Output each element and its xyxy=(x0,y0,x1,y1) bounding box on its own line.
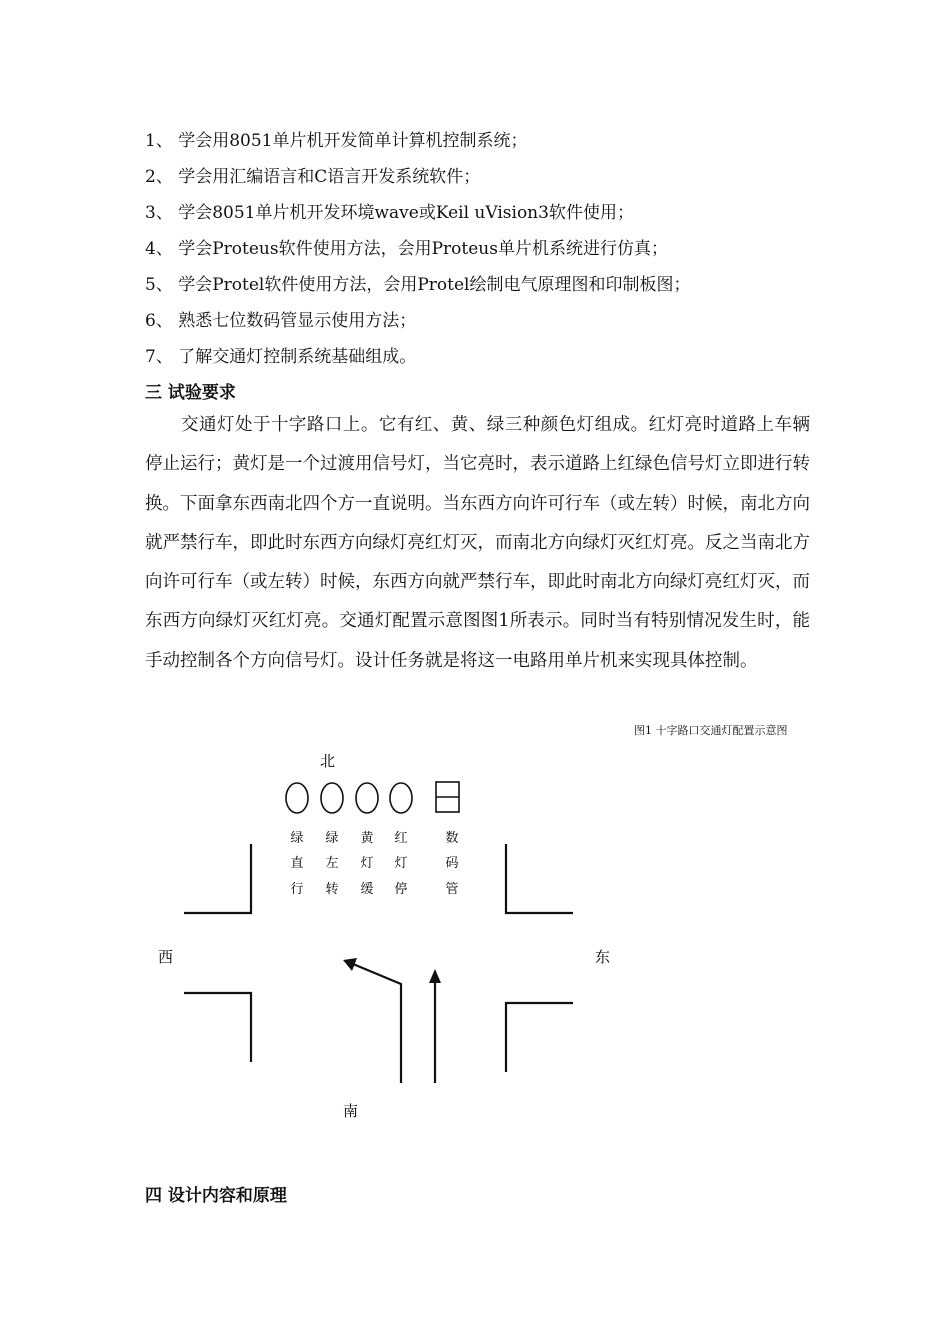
road-corner-northeast xyxy=(506,844,573,913)
road-corner-southwest xyxy=(184,993,251,1062)
green-left-light-icon xyxy=(321,783,343,813)
display-label-char3: 管 xyxy=(445,882,459,897)
light-label-3-char1: 黄 xyxy=(360,831,374,846)
left-turn-arrow-icon xyxy=(343,958,401,1083)
objective-item-7: 7、 了解交通灯控制系统基础组成。 xyxy=(145,347,417,367)
objective-item-5: 5、 学会Protel软件使用方法，会用Protel绘制电气原理图和印制板图； xyxy=(145,275,691,295)
display-label-char2: 码 xyxy=(445,856,459,871)
road-corner-southeast xyxy=(506,1003,573,1072)
light-label-1-char2: 直 xyxy=(290,856,304,871)
north-label: 北 xyxy=(320,752,336,770)
green-straight-light-icon xyxy=(286,783,308,813)
light-label-4-char3: 停 xyxy=(394,882,408,897)
light-label-2-char1: 绿 xyxy=(325,831,339,846)
objective-item-2: 2、 学会用汇编语言和C语言开发系统软件； xyxy=(145,167,481,187)
road-corner-northwest xyxy=(184,844,251,913)
light-label-4-char2: 灯 xyxy=(394,856,408,871)
light-label-2-char2: 左 xyxy=(325,856,339,871)
west-label: 西 xyxy=(158,948,174,966)
light-label-3-char3: 缓 xyxy=(360,882,374,897)
objective-item-3: 3、 学会8051单片机开发环境wave或Keil uVision3软件使用； xyxy=(145,203,634,223)
section3-heading: 三 试验要求 xyxy=(145,383,236,403)
light-label-1-char3: 行 xyxy=(290,882,304,897)
yellow-light-icon xyxy=(356,783,378,813)
red-light-icon xyxy=(390,783,412,813)
objective-item-1: 1、 学会用8051单片机开发简单计算机控制系统； xyxy=(145,131,528,151)
figure-caption: 图1 十字路口交通灯配置示意图 xyxy=(634,724,788,737)
intersection-diagram xyxy=(0,740,950,1140)
straight-arrow-icon xyxy=(429,969,441,1083)
display-label-char1: 数 xyxy=(445,831,459,846)
east-label: 东 xyxy=(595,948,611,966)
light-label-1-char1: 绿 xyxy=(290,831,304,846)
light-label-2-char3: 转 xyxy=(325,882,339,897)
section3-paragraph: 交通灯处于十字路口上。它有红、黄、绿三种颜色灯组成。红灯亮时道路上车辆停止运行；黄灯是一个过渡用信号灯，当它亮时，表示道路上红绿色信号灯立即进行转换。下面拿东西南北四个方一直说明。当东西方向许可行车（或左转）时候，南北方向就严禁行车，即此时东西方向绿灯亮红灯灭，而南北方向绿灯灭红灯亮。反之当南北方向许可行车（或左转）时候，东西方向就严禁行车，即此时南北方向绿灯亮红灯灭，而东西方向绿灯灭红灯亮。交通灯配置示意图图1所表示。同时当有特别情况发生时，能手动控制各个方向信号灯。设计任务就是将这一电路用单片机来实现具体控制。 xyxy=(145,415,810,671)
section4-heading: 四 设计内容和原理 xyxy=(145,1186,287,1206)
light-label-4-char1: 红 xyxy=(394,831,408,846)
objective-item-4: 4、 学会Proteus软件使用方法，会用Proteus单片机系统进行仿真； xyxy=(145,239,668,259)
digit-display-icon xyxy=(436,782,459,812)
objective-item-6: 6、 熟悉七位数码管显示使用方法； xyxy=(145,311,417,331)
south-label: 南 xyxy=(343,1102,359,1120)
light-label-3-char2: 灯 xyxy=(360,856,374,871)
